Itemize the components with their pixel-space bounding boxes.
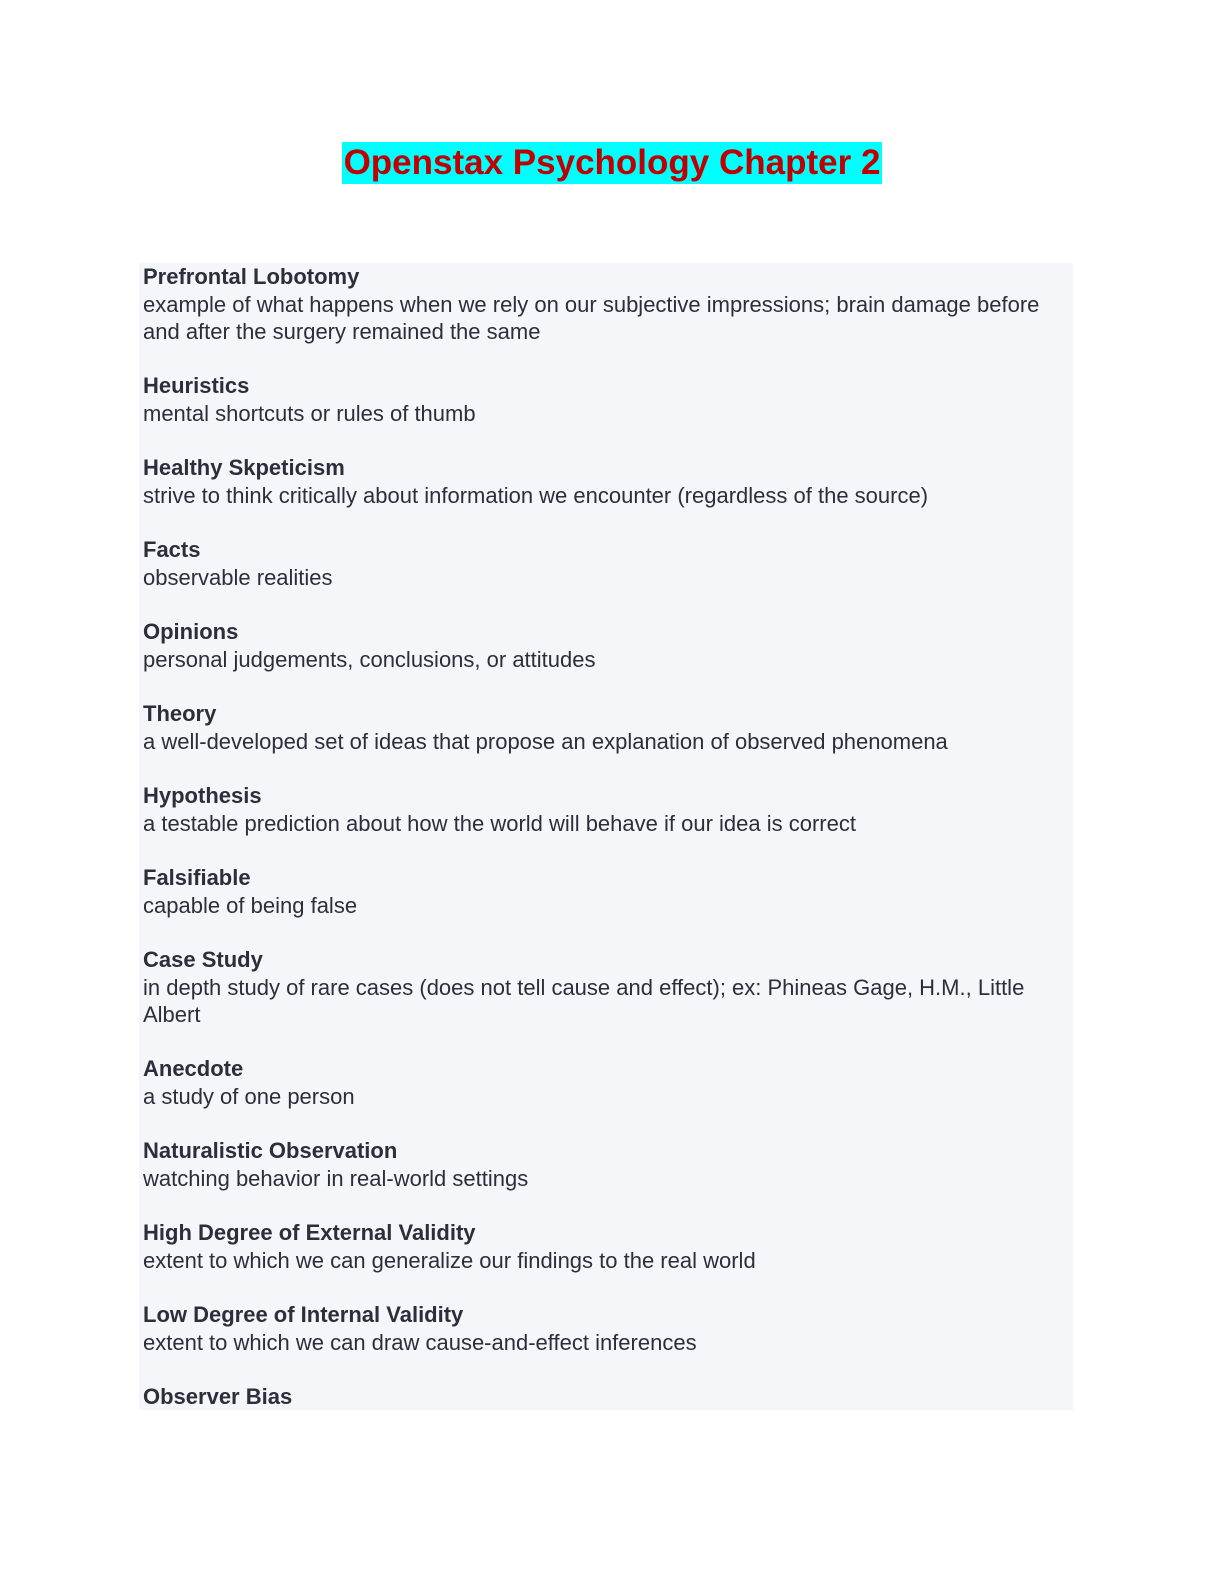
definition-text: example of what happens when we rely on our subjective impressions; brain damage before and after the surgery remained the same [143, 291, 1040, 344]
definition-text: a well-developed set of ideas that propose an explanation of observed phenomena [143, 728, 948, 754]
list-item [143, 700, 1063, 755]
definition-text: strive to think critically about information we encounter (regardless of the source) [143, 482, 929, 508]
list-item [143, 454, 1063, 509]
flashcard-list [139, 263, 1073, 1410]
list-item [143, 263, 1063, 346]
term-label: High Degree of External Validity [143, 1220, 476, 1245]
term-label: Anecdote [143, 1056, 244, 1081]
definition-text: extent to which we can generalize our findings to the real world [143, 1247, 756, 1273]
list-item [143, 1383, 1063, 1410]
term-label: Low Degree of Internal Validity [143, 1302, 464, 1327]
term-label: Theory [143, 701, 217, 726]
definition-text: watching behavior in real-world settings [143, 1165, 529, 1191]
term-label: Hypothesis [143, 783, 262, 808]
list-item [143, 782, 1063, 837]
definition-text: a study of one person [143, 1083, 355, 1109]
definition-text: capable of being false [143, 892, 358, 918]
title-container [0, 142, 1224, 184]
list-item [143, 1301, 1063, 1356]
definition-text: personal judgements, conclusions, or attitudes [143, 646, 596, 672]
term-label: Falsifiable [143, 865, 251, 890]
term-label: Case Study [143, 947, 263, 972]
list-item [143, 1137, 1063, 1192]
definition-text: a testable prediction about how the world will behave if our idea is correct [143, 810, 856, 836]
term-label: Heuristics [143, 373, 250, 398]
list-item [143, 1219, 1063, 1274]
term-label: Prefrontal Lobotomy [143, 264, 360, 289]
list-item [143, 536, 1063, 591]
list-item [143, 618, 1063, 673]
list-item [143, 372, 1063, 427]
term-label: Opinions [143, 619, 239, 644]
term-label: Naturalistic Observation [143, 1138, 398, 1163]
term-label: Facts [143, 537, 201, 562]
definition-text: in depth study of rare cases (does not tell cause and effect); ex: Phineas Gage, H.M., Little Albert [143, 974, 1025, 1027]
term-label: Healthy Skpeticism [143, 455, 345, 480]
definition-text: extent to which we can draw cause-and-effect inferences [143, 1329, 697, 1355]
definition-text: mental shortcuts or rules of thumb [143, 400, 476, 426]
list-item [143, 1055, 1063, 1110]
page-title: Openstax Psychology Chapter 2 [343, 143, 881, 182]
definition-text: observable realities [143, 564, 333, 590]
term-label: Observer Bias [143, 1384, 293, 1409]
list-item [143, 946, 1063, 1029]
list-item [143, 864, 1063, 919]
